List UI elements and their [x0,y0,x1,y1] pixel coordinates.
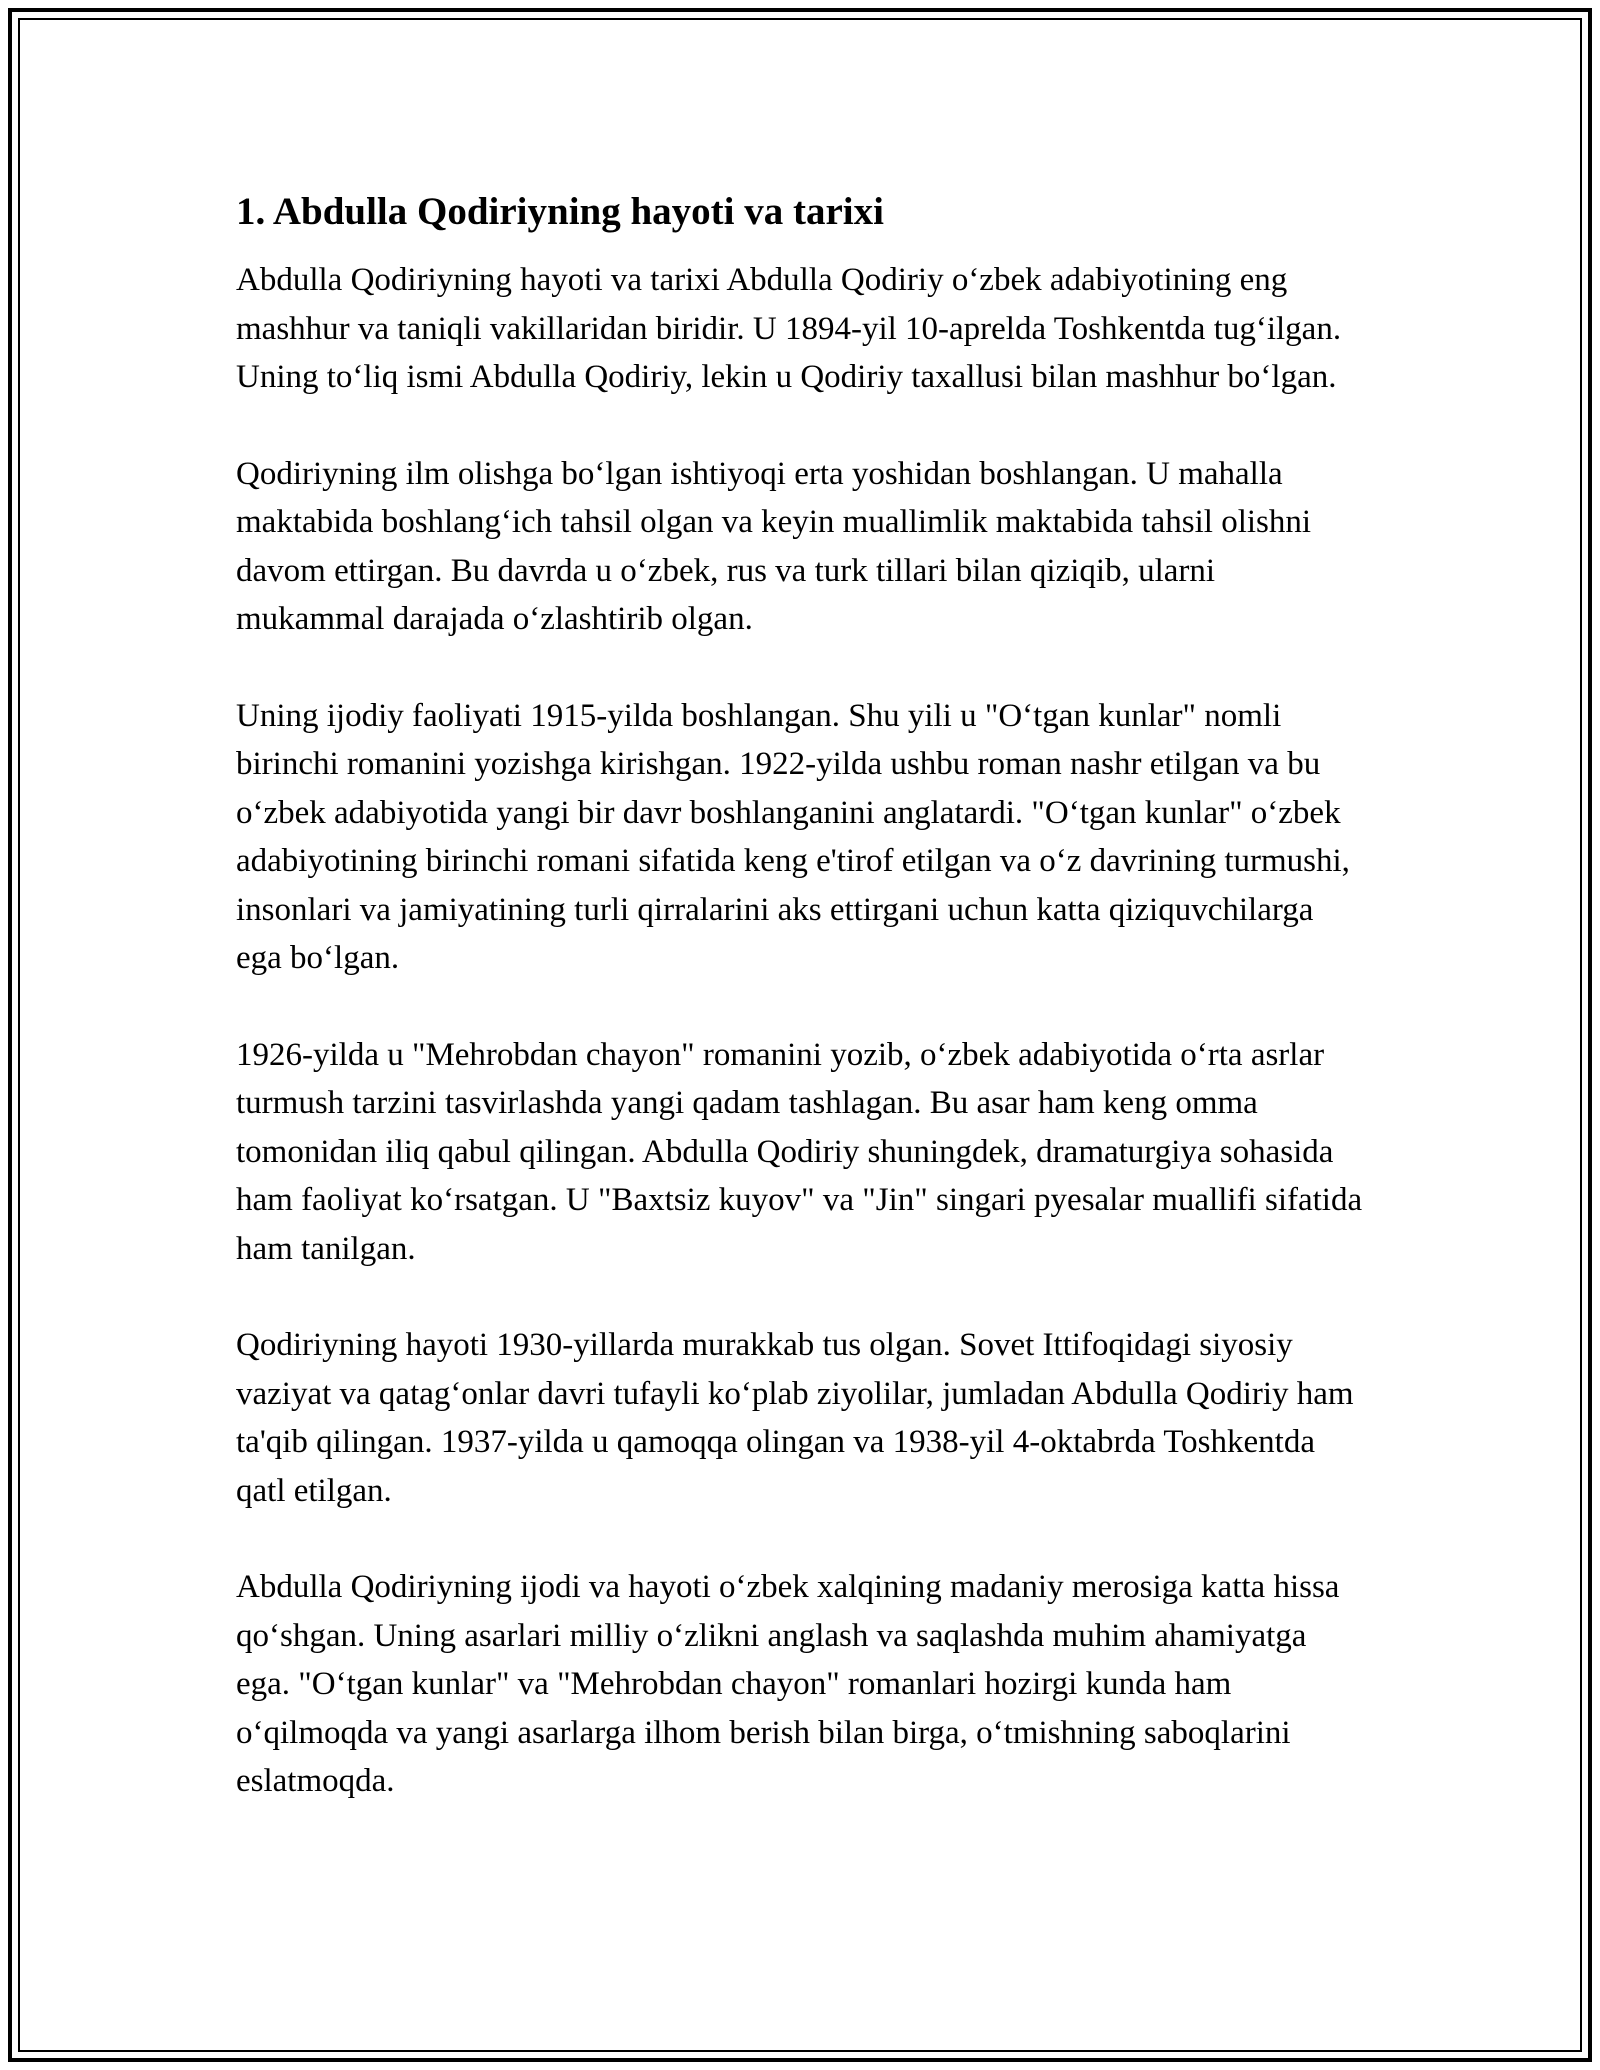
paragraph-second-novel: 1926-yilda u "Mehrobdan chayon" romanini yozib, o‘zbek adabiyotida o‘rta asrlar turmush tarzini tasvirlashda yangi qadam tashlagan. Bu asar ham keng omma tomonidan iliq qabul qilingan. Abdulla Qodiriy shuningdek, dramaturgiya sohasida ham faoliyat ko‘rsatgan. U "Baxtsiz kuyov" va "Jin" singari pyesalar muallifi sifatida ham tanilgan. [236,1036,1363,1267]
paragraph-education: Qodiriyning ilm olishga bo‘lgan ishtiyoqi erta yoshidan boshlangan. U mahalla maktabida boshlang‘ich tahsil olgan va keyin muallimlik maktabida tahsil olishni davom ettirgan. Bu davrda u o‘zbek, rus va turk tillari bilan qiziqib, ularni mukammal darajada o‘zlashtirib olgan. [236,455,1312,637]
paragraph-legacy: Abdulla Qodiriyning ijodi va hayoti o‘zbek xalqining madaniy merosiga katta hissa qo‘shgan. Uning asarlari milliy o‘zlikni anglash va saqlashda muhim ahamiyatga ega. "O‘tgan kunlar" va "Mehrobdan chayon" romanlari hozirgi kunda ham o‘qilmoqda va yangi asarlarga ilhom berish bilan birga, o‘tmishning saboqlarini eslatmoqda. [236,1569,1340,1799]
section-heading: 1. Abdulla Qodiriyning hayoti va tarixi [236,190,884,233]
paragraph-first-novel: Uning ijodiy faoliyati 1915-yilda boshlangan. Shu yili u "O‘tgan kunlar" nomli birinchi romanini yozishga kirishgan. 1922-yilda ushbu roman nashr etilgan va bu o‘zbek adabiyotida yangi bir davr boshlanganini anglatardi. "O‘tgan kunlar" o‘zbek adabiyotining birinchi romani sifatida keng e'tirof etilgan va o‘z davrining turmushi, insonlari va jamiyatining turli qirralarini aks ettirgani uchun katta qiziquvchilarga ega bo‘lgan. [236,697,1350,976]
paragraph-repression: Qodiriyning hayoti 1930-yillarda murakkab tus olgan. Sovet Ittifoqidagi siyosiy vaziyat va qatag‘onlar davri tufayli ko‘plab ziyolilar, jumladan Abdulla Qodiriy ham ta'qib qilingan. 1937-yilda u qamoqqa olingan va 1938-yil 4-oktabrda Toshkentda qatl etilgan. [236,1327,1354,1509]
document-body [236,188,1366,1806]
paragraph-birth: Abdulla Qodiriyning hayoti va tarixi Abdulla Qodiriy o‘zbek adabiyotining eng mashhur va taniqli vakillaridan biridir. U 1894-yil 10-aprelda Toshkentda tug‘ilgan. Uning to‘liq ismi Abdulla Qodiriy, lekin u Qodiriy taxallusi bilan mashhur bo‘lgan. [236,262,1342,395]
